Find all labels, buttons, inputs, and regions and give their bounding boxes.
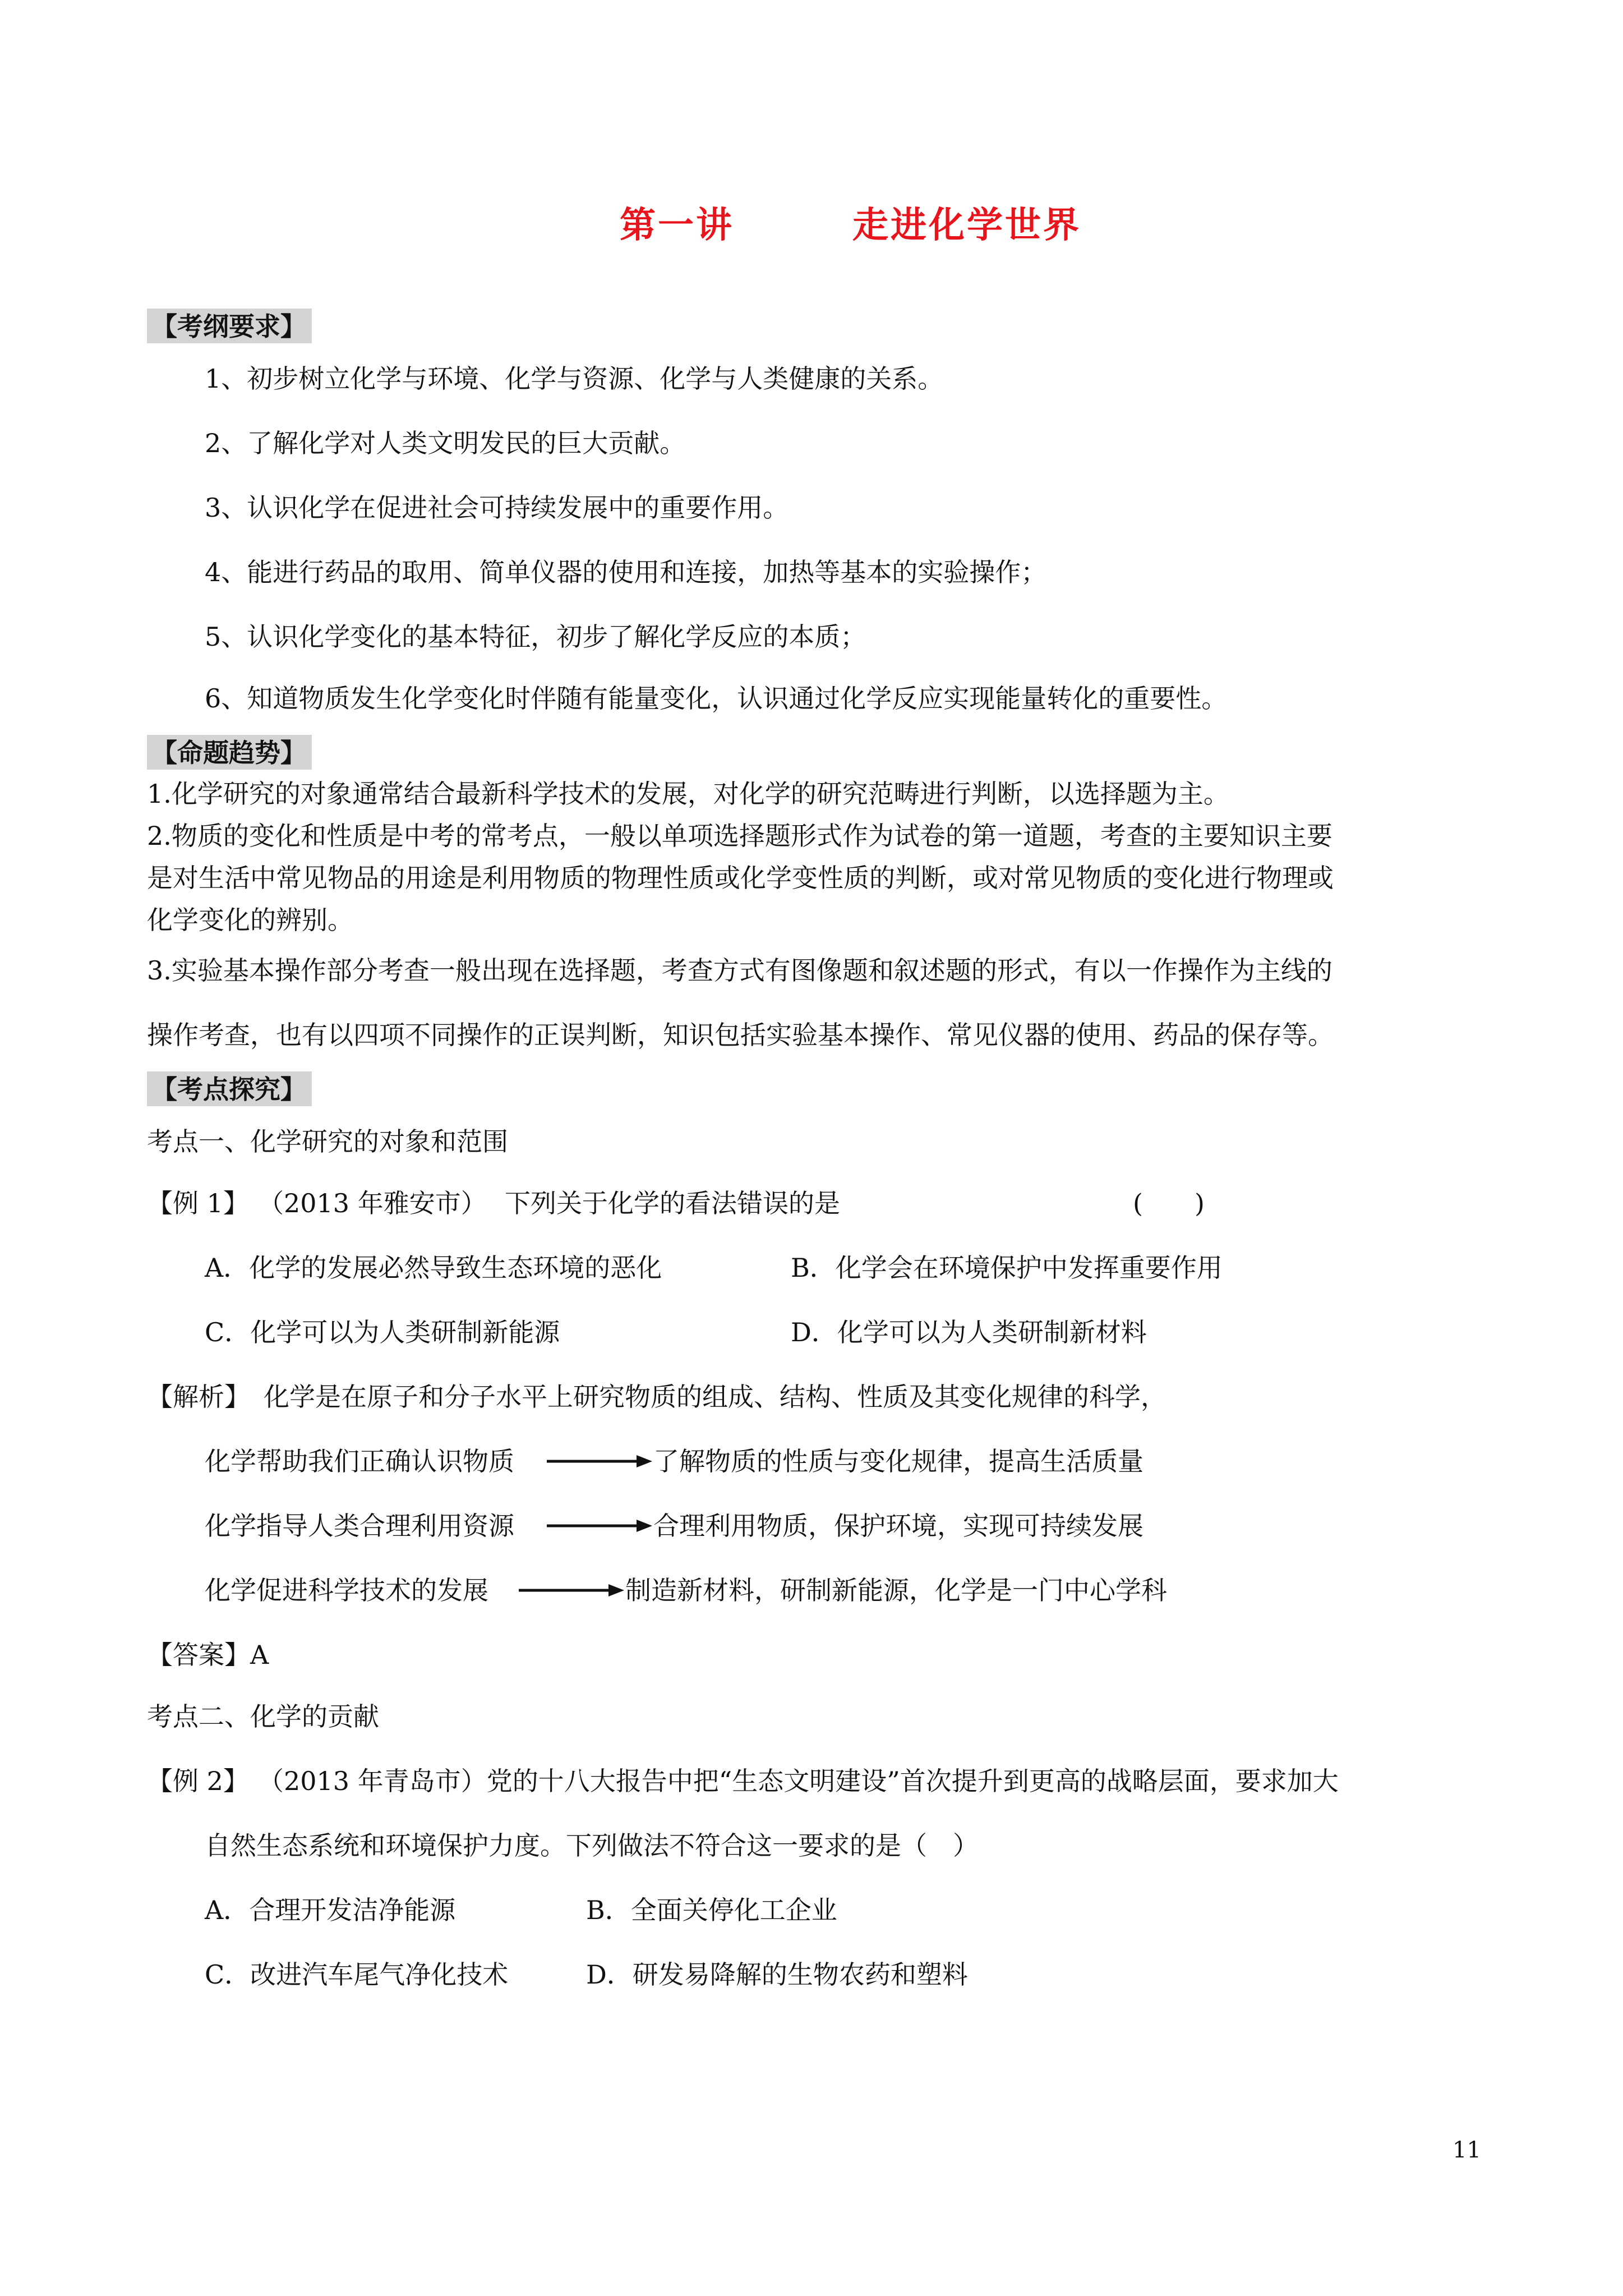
example-2-option-c: C．改进汽车尾气净化技术 bbox=[205, 1959, 509, 1990]
requirement-item-6: 6、知道物质发生化学变化时伴随有能量变化，认识通过化学反应实现能量转化的重要性。 bbox=[205, 683, 1228, 714]
example-1-option-a: A．化学的发展必然导致生态环境的恶化 bbox=[205, 1253, 662, 1283]
page-number: 11 bbox=[1453, 2137, 1481, 2163]
example-1-source: （2013 年雅安市） bbox=[258, 1188, 487, 1218]
section-explore: 【考点探究】 bbox=[147, 1071, 312, 1106]
analysis-row-1-left: 化学帮助我们正确认识物质 bbox=[205, 1446, 514, 1476]
requirement-item-1: 1、初步树立化学与环境、化学与资源、化学与人类健康的关系。 bbox=[205, 364, 944, 394]
requirement-item-3: 3、认识化学在促进社会可持续发展中的重要作用。 bbox=[205, 493, 789, 523]
analysis-row-2-right: 合理利用物质，保护环境，实现可持续发展 bbox=[653, 1511, 1144, 1541]
trend-2-line-1: 2.物质的变化和性质是中考的常考点，一般以单项选择题形式作为试卷的第一道题，考查的主要知识主要 bbox=[147, 821, 1332, 851]
analysis-text: 化学是在原子和分子水平上研究物质的组成、结构、性质及其变化规律的科学， bbox=[264, 1382, 1166, 1412]
example-2-line-2: 自然生态系统和环境保护力度。下列做法不符合这一要求的是（ ） bbox=[205, 1830, 979, 1861]
section-trends: 【命题趋势】 bbox=[147, 735, 312, 770]
section-requirements: 【考纲要求】 bbox=[147, 309, 312, 343]
example-1-option-b: B．化学会在环境保护中发挥重要作用 bbox=[791, 1253, 1223, 1283]
example-1-option-d: D．化学可以为人类研制新材料 bbox=[791, 1317, 1147, 1347]
point-1-heading: 考点一、化学研究的对象和范围 bbox=[147, 1126, 508, 1157]
analysis-row-2-left: 化学指导人类合理利用资源 bbox=[205, 1511, 514, 1541]
requirement-item-4: 4、能进行药品的取用、简单仪器的使用和连接，加热等基本的实验操作； bbox=[205, 557, 1047, 587]
analysis-row-1-right: 了解物质的性质与变化规律，提高生活质量 bbox=[653, 1446, 1144, 1476]
arrow-right-icon bbox=[547, 1517, 653, 1534]
analysis-label: 【解析】 bbox=[147, 1382, 250, 1412]
analysis-row-3-right: 制造新材料，研制新能源，化学是一门中心学科 bbox=[625, 1575, 1167, 1605]
requirement-item-2: 2、了解化学对人类文明发民的巨大贡献。 bbox=[205, 428, 686, 458]
example-1-question: 下列关于化学的看法错误的是 bbox=[505, 1188, 840, 1218]
trend-1: 1.化学研究的对象通常结合最新科学技术的发展，对化学的研究范畴进行判断，以选择题为主。 bbox=[147, 779, 1229, 809]
example-2-option-d: D．研发易降解的生物农药和塑料 bbox=[586, 1959, 968, 1990]
arrow-right-icon bbox=[519, 1582, 625, 1599]
point-2-heading: 考点二、化学的贡献 bbox=[147, 1701, 379, 1732]
title-topic: 走进化学世界 bbox=[852, 204, 1081, 246]
trend-3-line-1: 3.实验基本操作部分考查一般出现在选择题，考查方式有图像题和叙述题的形式，有以一作操作为主线的 bbox=[147, 955, 1332, 986]
example-2-option-a: A．合理开发洁净能源 bbox=[205, 1895, 456, 1925]
example-1-answer-blank: ( ) bbox=[1133, 1188, 1205, 1218]
example-2-label: 【例 2】 bbox=[147, 1766, 249, 1796]
analysis-row-3-left: 化学促进科学技术的发展 bbox=[205, 1575, 488, 1605]
example-2-line-1: （2013 年青岛市）党的十八大报告中把“生态文明建设”首次提升到更高的战略层面，要求加大 bbox=[258, 1766, 1339, 1796]
requirement-item-5: 5、认识化学变化的基本特征，初步了解化学反应的本质； bbox=[205, 622, 866, 652]
example-1-label: 【例 1】 bbox=[147, 1188, 249, 1218]
arrow-right-icon bbox=[547, 1453, 653, 1470]
trend-2-line-2: 是对生活中常见物品的用途是利用物质的物理性质或化学变性质的判断，或对常见物质的变化进行物理或 bbox=[147, 863, 1334, 893]
example-1-option-c: C．化学可以为人类研制新能源 bbox=[205, 1317, 560, 1347]
answer: 【答案】A bbox=[147, 1640, 269, 1670]
example-2-option-b: B．全面关停化工企业 bbox=[586, 1895, 837, 1925]
trend-3-line-2: 操作考查，也有以四项不同操作的正误判断，知识包括实验基本操作、常见仪器的使用、药品的保存等。 bbox=[147, 1020, 1334, 1050]
title-lecture: 第一讲 bbox=[620, 204, 734, 246]
trend-2-line-3: 化学变化的辨别。 bbox=[147, 905, 353, 935]
